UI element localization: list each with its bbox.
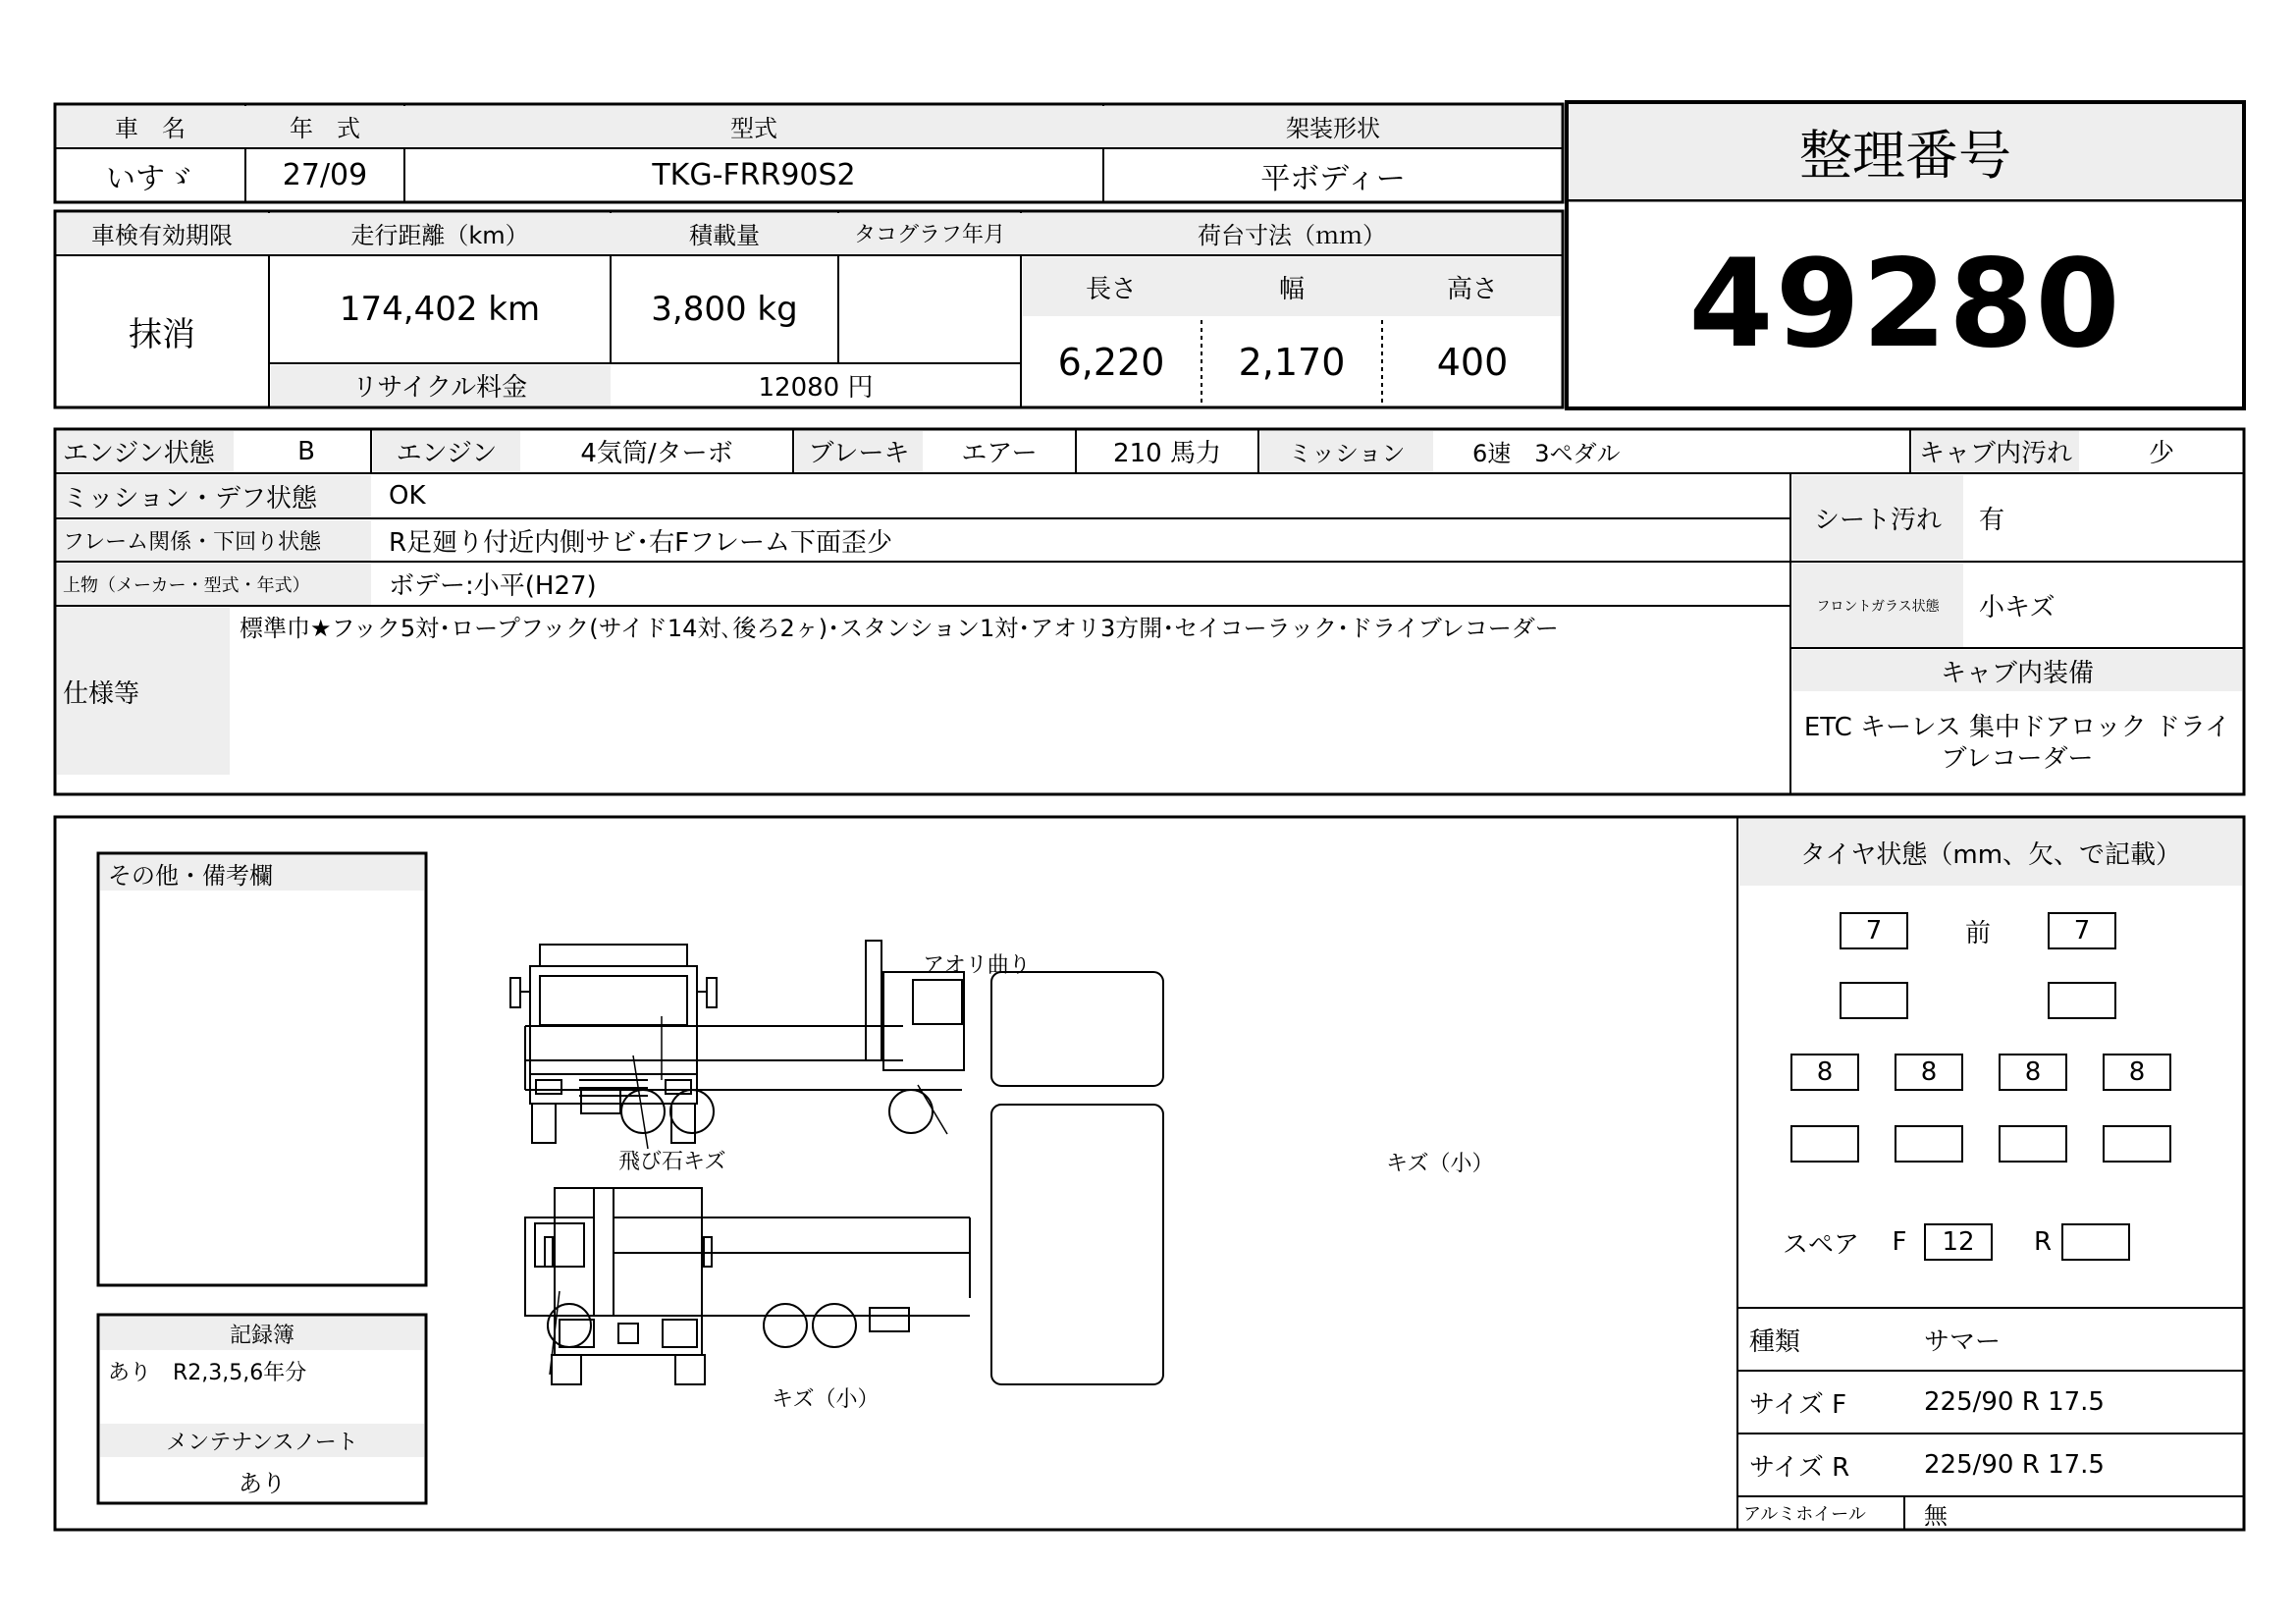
- alumi-label: アルミホイール: [1743, 1504, 1866, 1525]
- spec-label: 仕様等: [63, 678, 140, 709]
- engine-label: エンジン: [396, 439, 498, 468]
- top-view-bed: [991, 1105, 1163, 1384]
- frame-value: R足廻り付近内側サビ･右Fフレーム下面歪少: [389, 527, 892, 558]
- horsepower-value: 210 馬力: [1113, 439, 1221, 468]
- year-label: 年 式: [290, 115, 360, 142]
- capacity-label: 積載量: [689, 222, 760, 249]
- truck-side-view-left: [525, 1188, 970, 1347]
- windshield-label: フロントガラス状態: [1816, 598, 1940, 615]
- annotation-scratch-left: キズ（小）: [772, 1387, 880, 1412]
- tire-front-right: 7: [2048, 912, 2116, 949]
- tire-rear-3b: [1999, 1125, 2067, 1163]
- spare-r-value: [2061, 1223, 2130, 1261]
- ref-number-label: 整理番号: [1799, 124, 2011, 187]
- windshield-value: 小キズ: [1979, 593, 2056, 622]
- cab-dirt-label: キャブ内汚れ: [1918, 439, 2072, 468]
- maintenance-value: あり: [239, 1469, 286, 1497]
- mission-value: 6速 3ペダル: [1472, 440, 1621, 467]
- alumi-value: 無: [1924, 1501, 1948, 1530]
- seat-dirt-value: 有: [1979, 505, 2005, 535]
- spare-r-label: R: [2033, 1227, 2053, 1257]
- width-value: 2,170: [1238, 340, 1346, 384]
- model-value: TKG-FRR90S2: [652, 158, 856, 192]
- tacho-value: [838, 255, 1021, 363]
- car-name-label: 車 名: [115, 115, 186, 142]
- upper-label: 上物（メーカー・型式・年式）: [63, 574, 310, 596]
- width-label: 幅: [1278, 274, 1305, 304]
- length-label: 長さ: [1085, 274, 1137, 304]
- tire-front-label: 前: [1964, 918, 1991, 948]
- height-value: 400: [1436, 340, 1509, 384]
- engine-state-value: B: [297, 436, 315, 466]
- spare-f-label: F: [1892, 1227, 1907, 1257]
- ref-number-value: 49280: [1688, 234, 2122, 375]
- record-label: 記録簿: [229, 1323, 294, 1348]
- body-type-label: 架装形状: [1286, 115, 1380, 142]
- length-value: 6,220: [1057, 340, 1165, 384]
- upper-value: ボデー:小平(H27): [389, 571, 597, 601]
- capacity-value: 3,800 kg: [651, 290, 798, 329]
- size-r-value: 225/90 R 17.5: [1924, 1450, 2105, 1480]
- mission-diff-value: OK: [389, 481, 426, 511]
- cab-dirt-value: 少: [2148, 439, 2174, 468]
- tire-rear-1b: [1790, 1125, 1859, 1163]
- size-r-label: サイズ R: [1749, 1452, 1850, 1483]
- recycle-value: 12080 円: [758, 373, 874, 403]
- frame-label: フレーム関係・下回り状態: [63, 529, 322, 555]
- mission-diff-label: ミッション・デフ状態: [63, 483, 317, 514]
- size-f-label: サイズ F: [1749, 1389, 1847, 1420]
- tire-rear-4: 8: [2103, 1054, 2171, 1091]
- spare-label: スペア: [1782, 1229, 1859, 1260]
- annotation-chip: 飛び石キズ: [618, 1150, 726, 1174]
- tacho-label: タコグラフ年月: [853, 223, 1005, 247]
- cab-equip-value: ETC キーレス 集中ドアロック ドライブレコーダー: [1803, 713, 2231, 774]
- seat-dirt-label: シート汚れ: [1813, 505, 1942, 535]
- tire-type-label: 種類: [1749, 1326, 1801, 1357]
- top-view-cab: [991, 972, 1163, 1086]
- body-type-value: 平ボディー: [1260, 161, 1406, 196]
- brake-label: ブレーキ: [808, 439, 910, 468]
- spare-f-value: 12: [1924, 1223, 1993, 1261]
- tire-rear-4b: [2103, 1125, 2171, 1163]
- inspection-label: 車検有効期限: [91, 222, 233, 249]
- engine-value: 4気筒/ターボ: [580, 439, 733, 468]
- tire-rear-2b: [1895, 1125, 1963, 1163]
- mileage-label: 走行距離（km）: [350, 222, 529, 249]
- tire-type-value: サマー: [1924, 1326, 2002, 1357]
- cargo-dims-label: 荷台寸法（ｍｍ）: [1198, 222, 1386, 249]
- tire-rear-2: 8: [1895, 1054, 1963, 1091]
- inspection-value: 抹消: [129, 315, 195, 354]
- record-value: あり R2,3,5,6年分: [108, 1360, 307, 1385]
- spec-value: 標準巾★フック5対･ロープフック(サイド14対､後ろ2ヶ)･スタンション1対･アオリ3方開･セイコーラック･ドライブレコーダー: [240, 615, 1559, 642]
- tire-front-left-2: [1840, 982, 1908, 1019]
- cab-equip-label: キャブ内装備: [1940, 658, 2094, 688]
- other-label: その他・備考欄: [108, 861, 273, 890]
- tire-rear-3: 8: [1999, 1054, 2067, 1091]
- brake-value: エアー: [961, 439, 1038, 468]
- mission-label: ミッション: [1288, 440, 1406, 467]
- size-f-value: 225/90 R 17.5: [1924, 1387, 2105, 1417]
- tire-title: タイヤ状態（mm、欠、で記載）: [1799, 839, 2182, 870]
- tire-front-right-2: [2048, 982, 2116, 1019]
- model-label: 型式: [730, 115, 777, 142]
- recycle-label: リサイクル料金: [351, 373, 528, 403]
- year-value: 27/09: [282, 158, 368, 192]
- height-label: 高さ: [1446, 274, 1498, 304]
- car-name-value: いすゞ: [106, 161, 194, 196]
- tire-front-left: 7: [1840, 912, 1908, 949]
- maintenance-label: メンテナンスノート: [166, 1430, 358, 1455]
- engine-state-label: エンジン状態: [63, 439, 215, 468]
- annotation-aori: アオリ曲り: [923, 953, 1031, 978]
- tire-rear-1: 8: [1790, 1054, 1859, 1091]
- mileage-value: 174,402 km: [339, 290, 541, 329]
- annotation-scratch-right: キズ（小）: [1386, 1152, 1494, 1176]
